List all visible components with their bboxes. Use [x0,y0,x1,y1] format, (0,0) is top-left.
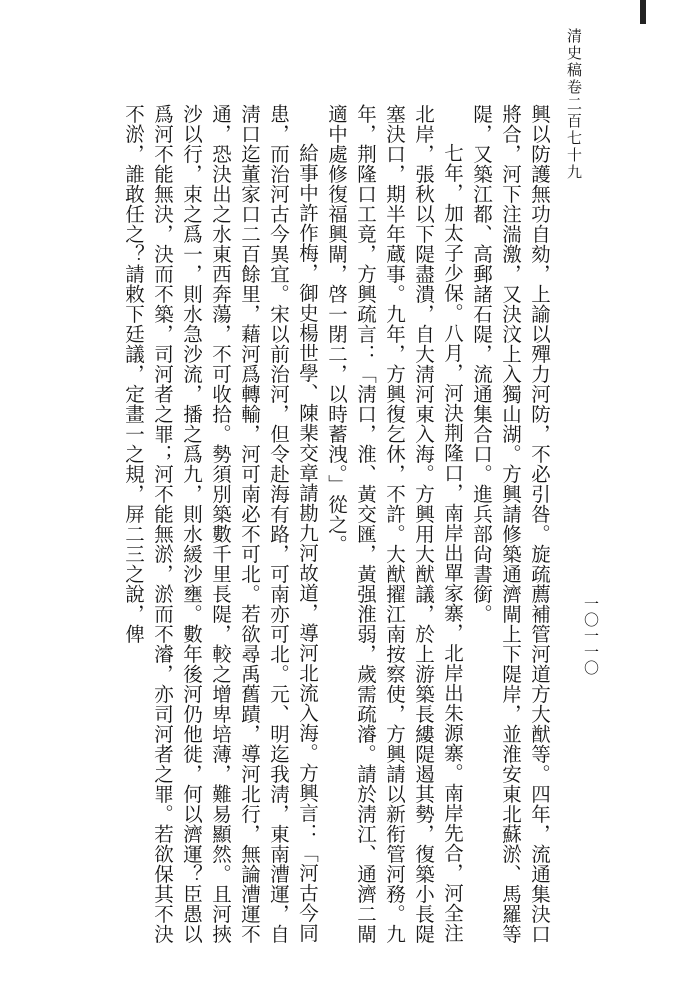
paragraph-3: 給事中許作梅，御史楊世學、陳棐交章請勘九河故道，導河北流入海。方興言：「河古今同患，而治河古今異宜。宋以前治河，但令赴海有路，可南亦可北。元、明迄我淸，東南漕運，自淸口迄董家口二百餘里，藉河爲轉輸，河可南必不可北。若欲尋禹舊蹟，導河北行，無論漕運不通，恐決出之水東西奔蕩，不可收拾。勢須別築數千里長隄，較之增卑培薄，難易顯然。且河挾沙以行，束之爲一，則水急沙流，播之爲九，則水緩沙壅。數年後河仍他徙，何以濟運？臣愚以爲河不能無決，決而不築，司河者之罪；河不能無淤，淤而不濬，亦司河者之罪。若欲保其不決不淤，誰敢任之？請敕下廷議，定畫一之規，屏二三之說，俾 [122,104,319,944]
paragraph-1: 興以防護無功自劾，上諭以殫力河防，不必引咎。旋疏薦補管河道方大猷等。四年，流通集決口將合，河下注湍激，又決汶上入獨山湖。方興請修築通濟閘上下隄岸，並淮安東北蘇淤、馬羅等隄，又築江都、高郵諸石隄，流通集合口。進兵部尙書銜。 [470,104,551,944]
paragraph-2: 七年，加太子少保。八月，河決荆隆口，南岸出單家寨，北岸出朱源寨。南岸先合，河全注北岸，張秋以下隄盡潰，自大淸河東入海。方興用大猷議，於上游築長縷隄遏其勢，復築小長隄塞決口，期半年蔵事。九年，方興復乞休，不許。大猷擢江南按察使，方興請以新衔管河務。九年，荆隆口工竟，方興疏言：「淸口，淮、黃交匯，黃强淮弱，歲需疏濬。請於淸江、通濟二閘適中處修復福興閘，啓一閉二，以時蓄洩。」從之。 [325,104,464,944]
scan-edge-mark [640,0,646,24]
body-text [76,104,554,956]
page-number: 一〇一一〇 [582,596,600,676]
page-header-title: 清史稿卷二百七十九 [565,28,583,181]
